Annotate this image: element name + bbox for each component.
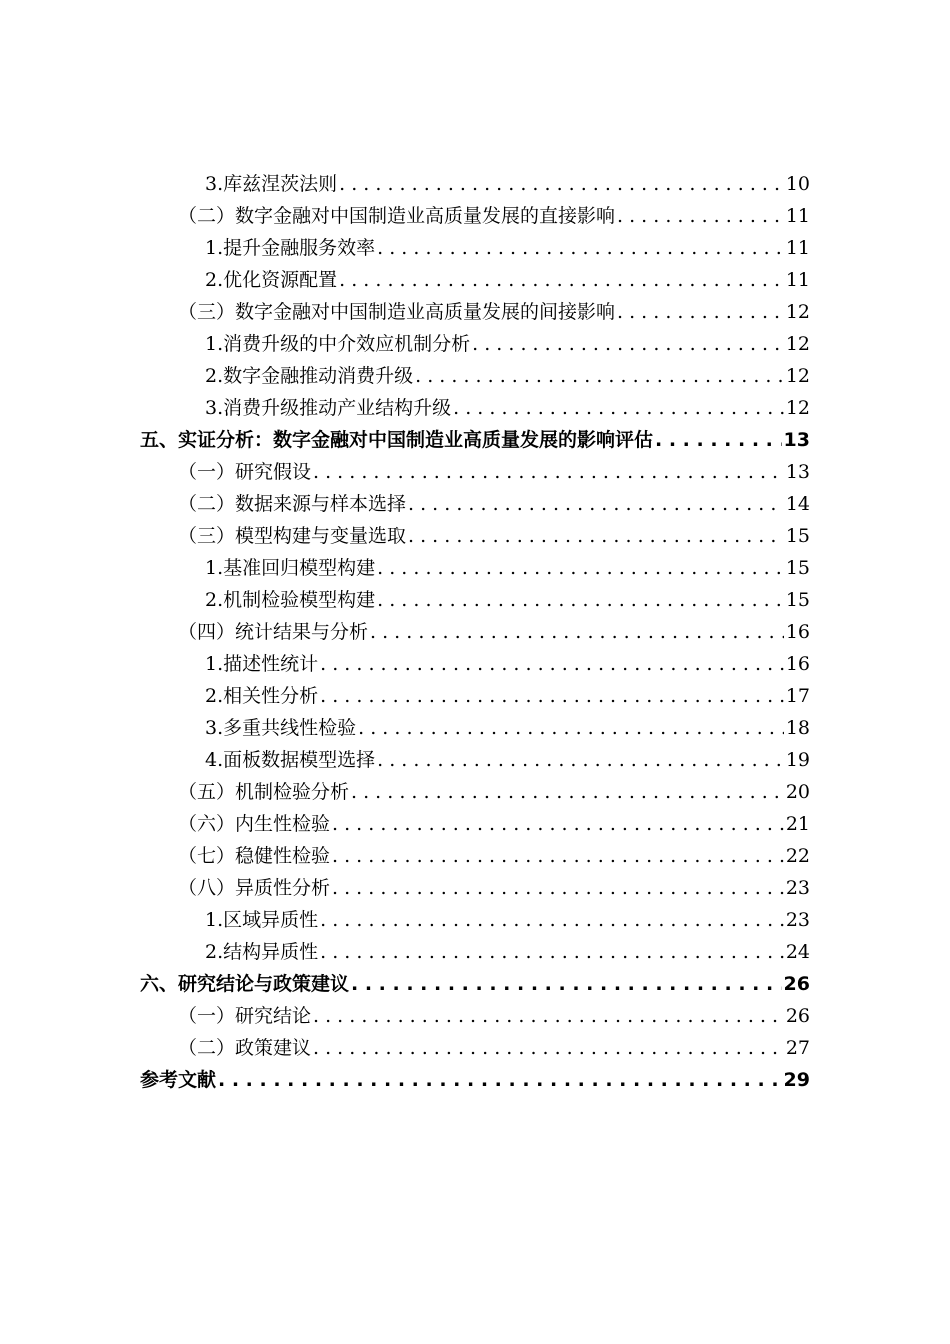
toc-entry-title: 2.优化资源配置 — [205, 269, 338, 291]
toc-page-number: 12 — [785, 365, 810, 387]
toc-entry-title: （五）机制检验分析 — [178, 781, 350, 803]
toc-entry-title: （三）模型构建与变量选取 — [178, 525, 407, 547]
toc-dot-leader — [351, 973, 782, 995]
toc-entry-title: 2.数字金融推动消费升级 — [205, 365, 414, 387]
toc-entry[interactable] — [0, 675, 950, 707]
toc-dot-leader — [453, 397, 784, 419]
toc-page-number: 16 — [785, 621, 810, 643]
toc-entry[interactable] — [0, 355, 950, 387]
toc-chapter-entry[interactable] — [0, 1059, 950, 1091]
toc-dot-leader — [408, 525, 784, 547]
toc-entry[interactable] — [0, 835, 950, 867]
toc-page-number: 11 — [785, 269, 810, 291]
toc-dot-leader — [377, 237, 784, 259]
toc-entry-title: （二）数据来源与样本选择 — [178, 493, 407, 515]
toc-entry[interactable] — [0, 707, 950, 739]
table-of-contents — [0, 163, 950, 1091]
toc-entry-title: 3.库兹涅茨法则 — [205, 173, 338, 195]
toc-entry[interactable] — [0, 803, 950, 835]
toc-page-number: 29 — [783, 1069, 810, 1091]
toc-page-number: 15 — [785, 525, 810, 547]
toc-page-number: 16 — [785, 653, 810, 675]
toc-page-number: 26 — [785, 1005, 810, 1027]
toc-entry-title: （七）稳健性检验 — [178, 845, 331, 867]
toc-dot-leader — [339, 269, 784, 291]
toc-dot-leader — [320, 653, 784, 675]
toc-dot-leader — [332, 877, 784, 899]
toc-entry-title: （一）研究假设 — [178, 461, 312, 483]
toc-entry-title: 1.消费升级的中介效应机制分析 — [205, 333, 471, 355]
toc-entry-title: 五、实证分析：数字金融对中国制造业高质量发展的影响评估 — [140, 429, 654, 451]
toc-entry-title: （二）数字金融对中国制造业高质量发展的直接影响 — [178, 205, 616, 227]
toc-entry[interactable] — [0, 323, 950, 355]
toc-dot-leader — [377, 589, 784, 611]
toc-dot-leader — [332, 845, 784, 867]
toc-dot-leader — [313, 461, 784, 483]
toc-entry[interactable] — [0, 291, 950, 323]
toc-page-number: 12 — [785, 333, 810, 355]
toc-page-number: 13 — [785, 461, 810, 483]
toc-entry[interactable] — [0, 515, 950, 547]
toc-dot-leader — [377, 749, 784, 771]
toc-page-number: 12 — [785, 397, 810, 419]
toc-entry[interactable] — [0, 195, 950, 227]
toc-entry[interactable] — [0, 259, 950, 291]
toc-dot-leader — [332, 813, 784, 835]
toc-page-number: 24 — [785, 941, 810, 963]
toc-page-number: 17 — [785, 685, 810, 707]
toc-entry[interactable] — [0, 547, 950, 579]
toc-entry[interactable] — [0, 227, 950, 259]
toc-page-number: 15 — [785, 589, 810, 611]
toc-entry-title: （三）数字金融对中国制造业高质量发展的间接影响 — [178, 301, 616, 323]
toc-dot-leader — [320, 941, 784, 963]
toc-page-number: 27 — [785, 1037, 810, 1059]
toc-entry-title: 六、研究结论与政策建议 — [140, 973, 350, 995]
toc-dot-leader — [617, 205, 784, 227]
toc-dot-leader — [472, 333, 784, 355]
toc-entry[interactable] — [0, 611, 950, 643]
toc-dot-leader — [313, 1037, 784, 1059]
toc-page-number: 12 — [785, 301, 810, 323]
toc-page-number: 23 — [785, 877, 810, 899]
toc-entry[interactable] — [0, 931, 950, 963]
toc-entry-title: 1.基准回归模型构建 — [205, 557, 376, 579]
toc-dot-leader — [339, 173, 784, 195]
toc-entry-title: 1.描述性统计 — [205, 653, 319, 675]
toc-entry-title: （四）统计结果与分析 — [178, 621, 369, 643]
toc-dot-leader — [617, 301, 784, 323]
toc-page-number: 10 — [785, 173, 810, 195]
toc-entry-title: 2.机制检验模型构建 — [205, 589, 376, 611]
toc-entry[interactable] — [0, 387, 950, 419]
toc-entry[interactable] — [0, 995, 950, 1027]
toc-entry-title: 1.提升金融服务效率 — [205, 237, 376, 259]
toc-page-number: 22 — [785, 845, 810, 867]
toc-page-number: 23 — [785, 909, 810, 931]
toc-entry[interactable] — [0, 579, 950, 611]
toc-chapter-entry[interactable] — [0, 419, 950, 451]
toc-dot-leader — [218, 1069, 782, 1091]
toc-dot-leader — [408, 493, 784, 515]
toc-dot-leader — [655, 429, 782, 451]
toc-entry-title: 3.消费升级推动产业结构升级 — [205, 397, 452, 419]
toc-page-number: 21 — [785, 813, 810, 835]
toc-page-number: 11 — [785, 205, 810, 227]
toc-entry[interactable] — [0, 1027, 950, 1059]
toc-chapter-entry[interactable] — [0, 963, 950, 995]
toc-entry-title: （二）政策建议 — [178, 1037, 312, 1059]
toc-dot-leader — [377, 557, 784, 579]
toc-dot-leader — [370, 621, 784, 643]
toc-entry[interactable] — [0, 451, 950, 483]
toc-dot-leader — [358, 717, 784, 739]
toc-entry-title: （八）异质性分析 — [178, 877, 331, 899]
toc-page-number: 13 — [783, 429, 810, 451]
toc-entry[interactable] — [0, 483, 950, 515]
toc-dot-leader — [415, 365, 784, 387]
toc-dot-leader — [313, 1005, 784, 1027]
toc-entry[interactable] — [0, 771, 950, 803]
toc-entry-title: 3.多重共线性检验 — [205, 717, 357, 739]
toc-dot-leader — [320, 909, 784, 931]
toc-entry[interactable] — [0, 739, 950, 771]
toc-page-number: 26 — [783, 973, 810, 995]
toc-page-number: 18 — [785, 717, 810, 739]
toc-page-number: 15 — [785, 557, 810, 579]
toc-entry[interactable] — [0, 867, 950, 899]
toc-page-number: 20 — [785, 781, 810, 803]
toc-entry[interactable] — [0, 163, 950, 195]
toc-entry[interactable] — [0, 899, 950, 931]
toc-entry-title: （六）内生性检验 — [178, 813, 331, 835]
toc-page-number: 14 — [785, 493, 810, 515]
toc-entry[interactable] — [0, 643, 950, 675]
toc-entry-title: 参考文献 — [140, 1069, 217, 1091]
toc-dot-leader — [351, 781, 784, 803]
toc-entry-title: 2.结构异质性 — [205, 941, 319, 963]
toc-dot-leader — [320, 685, 784, 707]
toc-page-number: 11 — [785, 237, 810, 259]
toc-entry-title: （一）研究结论 — [178, 1005, 312, 1027]
toc-entry-title: 4.面板数据模型选择 — [205, 749, 376, 771]
toc-page-number: 19 — [785, 749, 810, 771]
toc-entry-title: 1.区域异质性 — [205, 909, 319, 931]
toc-entry-title: 2.相关性分析 — [205, 685, 319, 707]
